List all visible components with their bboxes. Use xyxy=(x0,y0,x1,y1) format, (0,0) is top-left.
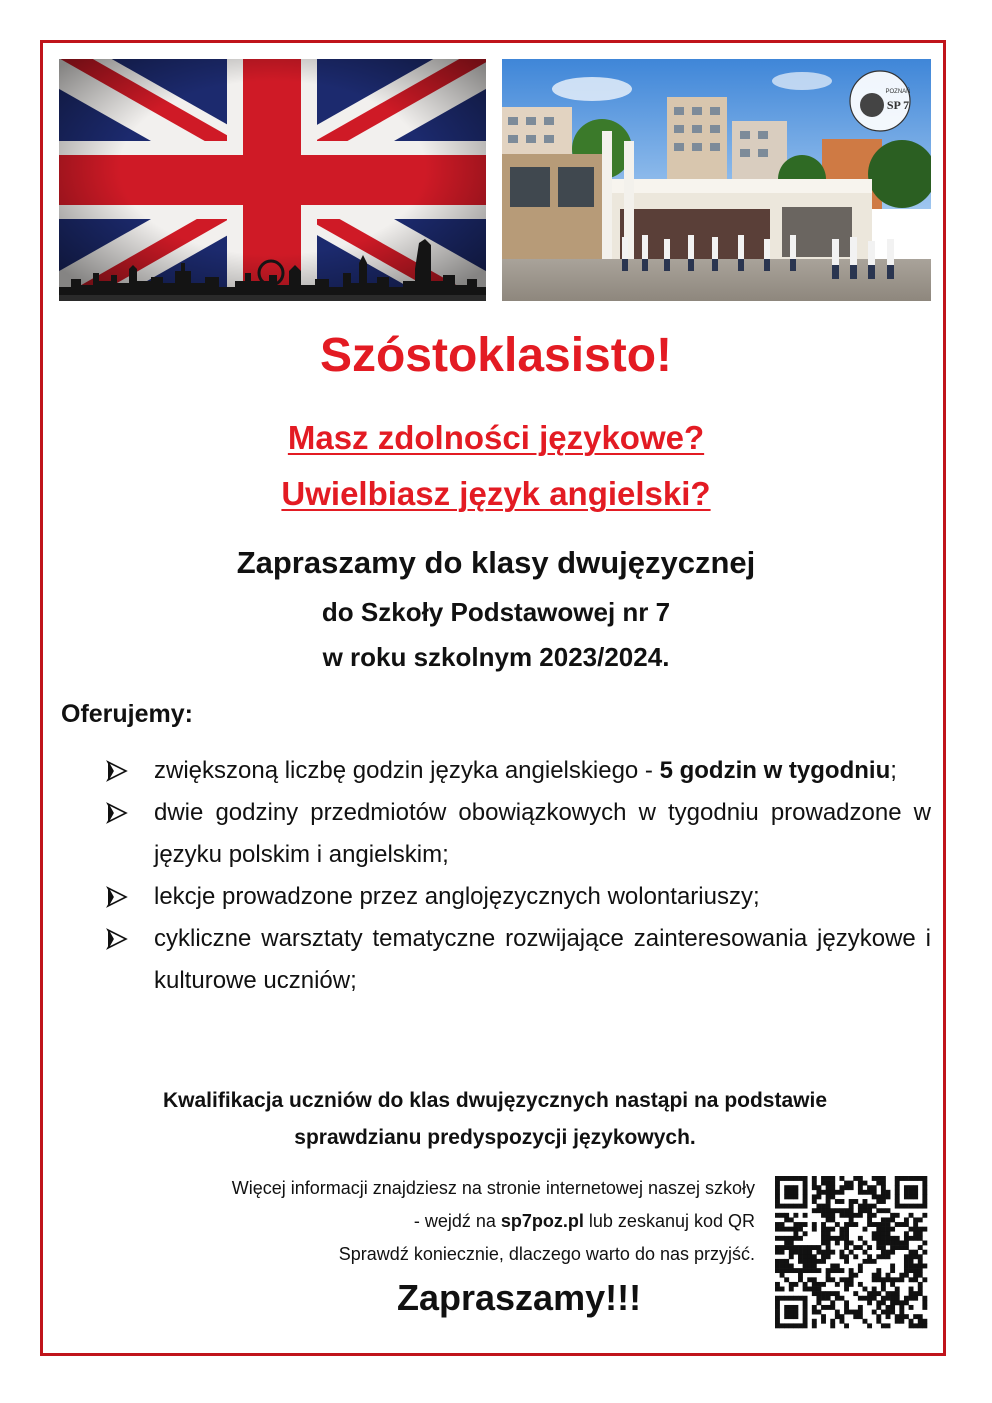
question-language-skills: Masz zdolności językowe? xyxy=(287,419,705,456)
school-badge-logo xyxy=(850,71,911,131)
arrow-bullet-icon xyxy=(105,750,129,792)
list-item xyxy=(105,750,931,792)
list-item xyxy=(105,876,931,918)
arrow-bullet-icon xyxy=(105,918,129,960)
more-info-line-1: Więcej informacji znajdziesz na stronie internetowej naszej szkoły xyxy=(231,1178,755,1198)
more-info-prefix: - wejdź na xyxy=(413,1211,501,1231)
qualification-note xyxy=(100,1082,890,1156)
qualification-line-2: sprawdzianu predyspozycji językowych. xyxy=(294,1126,696,1149)
school-website-link[interactable]: sp7poz.pl xyxy=(500,1211,584,1231)
arrow-bullet-icon xyxy=(105,876,129,918)
svg-text:SP 7: SP 7 xyxy=(886,98,910,112)
invitation-heading: Zapraszamy do klasy dwujęzycznej xyxy=(236,545,756,580)
more-info-suffix: lub zeskanuj kod QR xyxy=(583,1211,755,1231)
more-info xyxy=(232,1172,755,1271)
offer-item-end: ; xyxy=(890,757,897,784)
closing-text: Zapraszamy!!! xyxy=(397,1277,642,1318)
offer-heading: Oferujemy: xyxy=(61,700,193,728)
offer-item-text: dwie godziny przedmiotów obowiązkowych w tygodniu prowadzone w języku polskim i angielskim; xyxy=(154,799,931,868)
page-title: Szóstoklasisto! xyxy=(319,329,673,382)
more-info-line-2 xyxy=(232,1205,755,1238)
offer-item-text: zwiększoną liczbę godzin języka angielskiego - xyxy=(154,757,660,784)
list-item xyxy=(105,918,931,1002)
qr-code[interactable] xyxy=(771,1172,931,1332)
arrow-bullet-icon xyxy=(105,792,129,834)
svg-text:POZNAŃ: POZNAŃ xyxy=(885,89,911,95)
offer-list xyxy=(105,750,931,1002)
list-item xyxy=(105,792,931,876)
school-photo xyxy=(502,59,931,301)
qualification-line-1: Kwalifikacja uczniów do klas dwujęzycznych nastąpi na podstawie xyxy=(162,1089,827,1112)
offer-item-bold: 5 godzin w tygodniu xyxy=(659,757,891,784)
offer-item-text: cykliczne warsztaty tematyczne rozwijające zainteresowania językowe i kulturowe uczniów; xyxy=(154,925,931,994)
offer-item-text: lekcje prowadzone przez anglojęzycznych wolontariuszy; xyxy=(154,883,760,910)
more-info-line-3: Sprawdź koniecznie, dlaczego warto do nas przyjść. xyxy=(338,1244,755,1264)
union-jack-image xyxy=(59,59,486,301)
invitation-school-year: w roku szkolnym 2023/2024. xyxy=(322,642,670,672)
question-love-english: Uwielbiasz język angielski? xyxy=(281,475,711,512)
invitation-school: do Szkoły Podstawowej nr 7 xyxy=(321,597,671,627)
